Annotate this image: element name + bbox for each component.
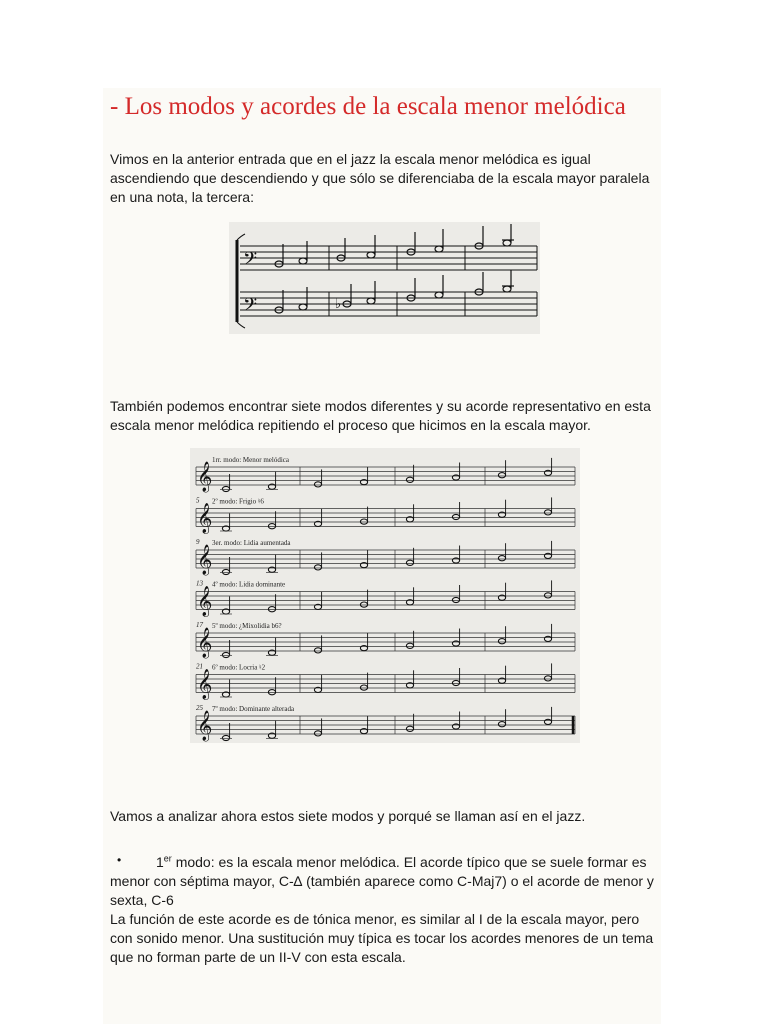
intro-paragraph: Vimos en la anterior entrada que en el jazz la escala menor melódica es igual ascendiendo que descendiendo y que sólo se diferenciaba de la escala mayor paralela en una nota, la tercera:: [110, 151, 650, 205]
page-title: - Los modos y acordes de la escala menor melódica: [110, 93, 626, 120]
half-note: [452, 680, 459, 685]
treble-clef-icon: 𝄞: [197, 503, 213, 534]
half-note: [544, 510, 551, 515]
modes-score: [190, 448, 580, 743]
half-note: [498, 639, 505, 644]
half-note: [452, 514, 459, 519]
svg-text:♭: ♭: [335, 297, 342, 312]
half-note: [314, 648, 321, 653]
mode-staff-row: [196, 663, 575, 701]
mode-label: 6º modo: Locria ♮2: [212, 663, 266, 672]
scale-comparison-score: [229, 222, 540, 334]
half-note: [544, 719, 551, 724]
half-note: [498, 473, 505, 478]
mode-staff-row: [196, 580, 575, 618]
analysis-intro-paragraph: Vamos a analizar ahora estos siete modos y porqué se llaman así en el jazz.: [110, 808, 586, 824]
half-note: [544, 593, 551, 598]
mode-staff-row: [196, 538, 575, 576]
half-note: [314, 482, 321, 487]
half-note: [314, 731, 321, 736]
svg-text:𝄢: 𝄢: [243, 295, 258, 320]
half-note: [222, 569, 229, 574]
half-note: [544, 636, 551, 641]
mode-staff-row: [196, 497, 575, 535]
mode-1-function-text: La función de este acorde es de tónica menor, es similar al I de la escala mayor, pero con sonido menor. Una sustitución muy típica es tocar los acordes menores de un tema que no forman parte de un II-V con esta escala.: [110, 911, 654, 965]
half-note: [360, 685, 367, 690]
half-note: [498, 722, 505, 727]
half-note: [222, 652, 229, 657]
half-note: [406, 560, 413, 565]
half-note: [544, 676, 551, 681]
measure-number: 25: [196, 704, 203, 712]
mode-staff-row: [196, 456, 575, 493]
half-note: [452, 597, 459, 602]
mode-staff-row: [196, 704, 575, 742]
mode-ordinal: er: [163, 853, 172, 864]
half-note: [406, 477, 413, 482]
half-note: [360, 602, 367, 607]
mode-label: 7º modo: Dominante alterada: [212, 705, 295, 713]
mode-1-description: [110, 853, 655, 967]
mode-1-text: modo: es la escala menor melódica. El acorde típico que se suele formar es menor con séptima mayor, C-∆ (también aparece como C-Maj7) o el acorde de menor y sexta, C-6: [110, 854, 654, 908]
svg-text:𝄢: 𝄢: [243, 249, 258, 274]
mode-label: 2º modo: Frigio ♮6: [212, 497, 264, 506]
measure-number: 17: [196, 621, 203, 629]
mode-label: 5º modo: ¿Mixolidia b6?: [212, 622, 282, 630]
treble-clef-icon: 𝄞: [197, 669, 213, 700]
measure-number: 13: [196, 579, 203, 588]
mode-staff-row: [196, 621, 575, 659]
mode-label: 3er. modo: Lidia aumentada: [212, 539, 291, 547]
mode-label: 4º modo: Lidia dominante: [212, 580, 286, 589]
mode-label: 1rr. modo: Menor melódica: [212, 456, 289, 464]
treble-clef-icon: 𝄞: [197, 711, 213, 741]
half-note: [406, 643, 413, 648]
treble-clef-icon: 𝄞: [197, 462, 213, 492]
half-note: [498, 556, 505, 561]
list-bullet: •: [117, 853, 122, 867]
scale-comparison-svg: [229, 222, 540, 334]
half-note: [406, 726, 413, 731]
measure-number: 21: [196, 662, 203, 671]
measure-number: 9: [196, 538, 200, 546]
mode-number: 1: [156, 854, 164, 870]
treble-clef-icon: 𝄞: [197, 545, 213, 575]
modes-intro-paragraph: También podemos encontrar siete modos diferentes y su acorde representativo en esta escala menor melódica repitiendo el proceso que hicimos en la escala mayor.: [110, 398, 651, 433]
measure-number: 5: [196, 496, 200, 505]
treble-clef-icon: 𝄞: [197, 586, 213, 617]
half-note: [360, 519, 367, 524]
half-note: [544, 553, 551, 558]
half-note: [222, 735, 229, 740]
half-note: [544, 470, 551, 475]
half-note: [222, 486, 229, 491]
treble-clef-icon: 𝄞: [197, 628, 213, 658]
modes-score-svg: [190, 448, 580, 743]
half-note: [314, 565, 321, 570]
